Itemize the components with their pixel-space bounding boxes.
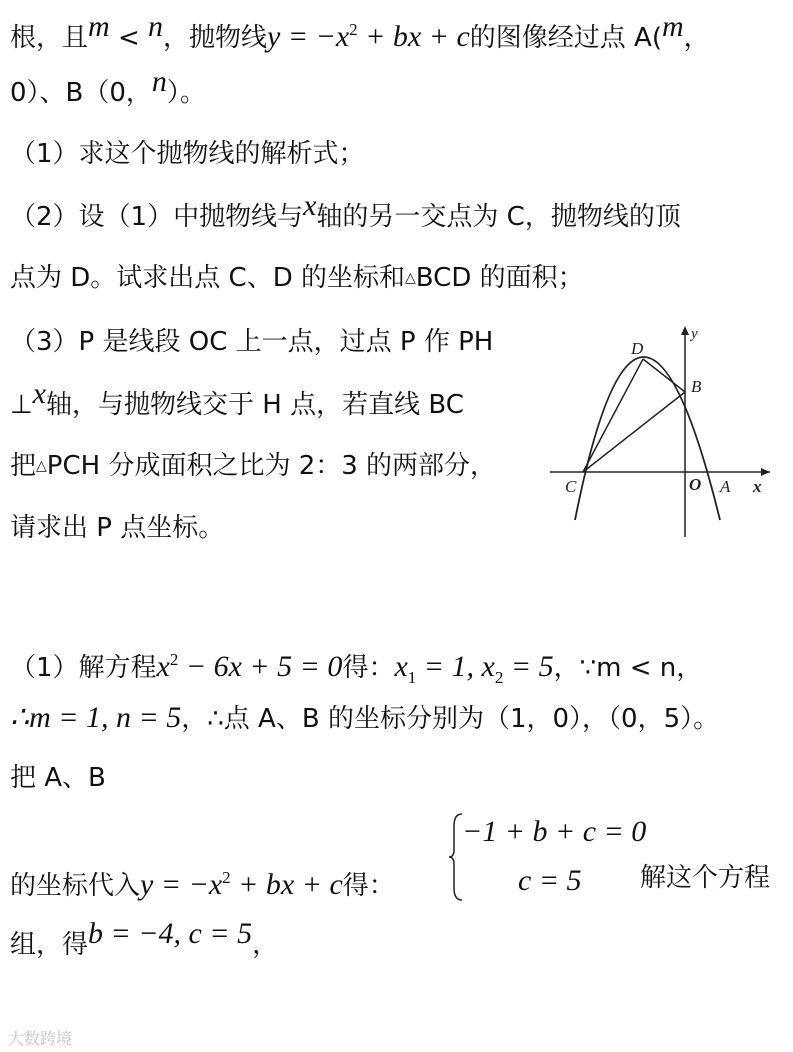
math-n: n xyxy=(151,65,167,98)
quadratic-equation: $x^2 - 6x + 5 = 0$ xyxy=(156,650,343,683)
question-3-line-4: 请求出 P 点坐标。 xyxy=(10,513,225,543)
text: 的坐标代入 xyxy=(10,871,141,901)
roots: $x_1 = 1$, $x_2 = 5$ xyxy=(394,650,554,687)
math-x: x xyxy=(32,377,46,410)
question-3-line-1: （3）P 是线段 OC 上一点，过点 P 作 PH xyxy=(10,327,494,357)
text: 组，得 xyxy=(10,930,89,960)
perpendicular-symbol: ⊥ xyxy=(10,390,33,420)
segment-db xyxy=(643,359,685,392)
solution-line-1 xyxy=(10,640,702,698)
segment-cd xyxy=(583,359,643,472)
watermark: 大数跨境 xyxy=(8,1029,73,1048)
text: ，抛物线 xyxy=(163,23,268,53)
text: （2）设（1）中抛物线与 xyxy=(10,202,304,232)
question-1: （1）求这个抛物线的解析式； xyxy=(10,139,365,169)
text: ）。 xyxy=(166,78,206,108)
text: 点为 D。试求出点 C、D 的坐标和 xyxy=(10,263,405,293)
y-axis-arrow xyxy=(681,326,689,335)
math-x: x xyxy=(303,189,317,222)
text: ，∴点 A、B 的坐标分别为（1，0），（0，5）。 xyxy=(181,704,720,734)
question-3-line-2 xyxy=(10,377,464,425)
text: 轴的另一交点为 C，抛物线的顶 xyxy=(316,202,681,232)
text: BCD 的面积； xyxy=(415,263,584,293)
text: （1）解方程 xyxy=(10,653,157,683)
text: < xyxy=(109,23,149,53)
segment-cb xyxy=(583,392,685,472)
text: PCH 分成面积之比为 2：3 的两部分， xyxy=(46,451,497,481)
triangle-symbol: △ xyxy=(36,458,47,474)
system-eq-2: c = 5 xyxy=(518,864,582,897)
question-2-line-2 xyxy=(10,258,584,302)
label-d: D xyxy=(631,339,644,358)
text: 把 xyxy=(10,451,37,481)
label-x: x xyxy=(753,477,762,496)
math-bc-values: b = −4, c = 5 xyxy=(88,917,253,950)
text: 0）、B（0， xyxy=(10,78,152,108)
triangle-symbol: △ xyxy=(405,270,416,286)
text: ， xyxy=(252,930,279,960)
question-3-line-3 xyxy=(10,446,496,490)
math-m: m xyxy=(88,10,110,43)
problem-line-1 xyxy=(10,10,710,58)
solution-line-5 xyxy=(10,917,279,965)
math-mn-values: ∴m = 1, n = 5 xyxy=(10,701,182,734)
parabola-equation: $y = -x^2$ + bx + c xyxy=(140,868,343,901)
label-b: B xyxy=(691,377,702,396)
text: 得： xyxy=(342,653,395,683)
parabola-equation: $y = -x^2$ + bx + c xyxy=(267,20,470,53)
label-o: O xyxy=(689,475,702,494)
label-y: y xyxy=(691,326,698,342)
question-2-line-1 xyxy=(10,189,681,237)
math-m: m xyxy=(661,10,684,43)
solution-line-4 xyxy=(10,858,395,906)
text: 得： xyxy=(342,871,395,901)
solution-line-2 xyxy=(10,698,719,739)
text: ， xyxy=(683,23,710,53)
text: ，∵m < n， xyxy=(553,653,703,683)
text: 根，且 xyxy=(10,23,89,53)
parabola-figure xyxy=(545,322,775,542)
text: 轴，与抛物线交于 H 点，若直线 BC xyxy=(45,390,464,420)
math-n: n xyxy=(148,10,164,43)
problem-line-2 xyxy=(10,65,206,113)
label-c: C xyxy=(565,477,577,496)
solution-line-4-tail: 解这个方程 xyxy=(640,863,771,893)
label-a: A xyxy=(720,477,731,496)
text: 的图像经过点 A( xyxy=(469,23,662,53)
x-axis-arrow xyxy=(761,468,770,476)
system-eq-1: −1 + b + c = 0 xyxy=(462,815,647,848)
solution-line-3: 把 A、B xyxy=(10,763,106,793)
